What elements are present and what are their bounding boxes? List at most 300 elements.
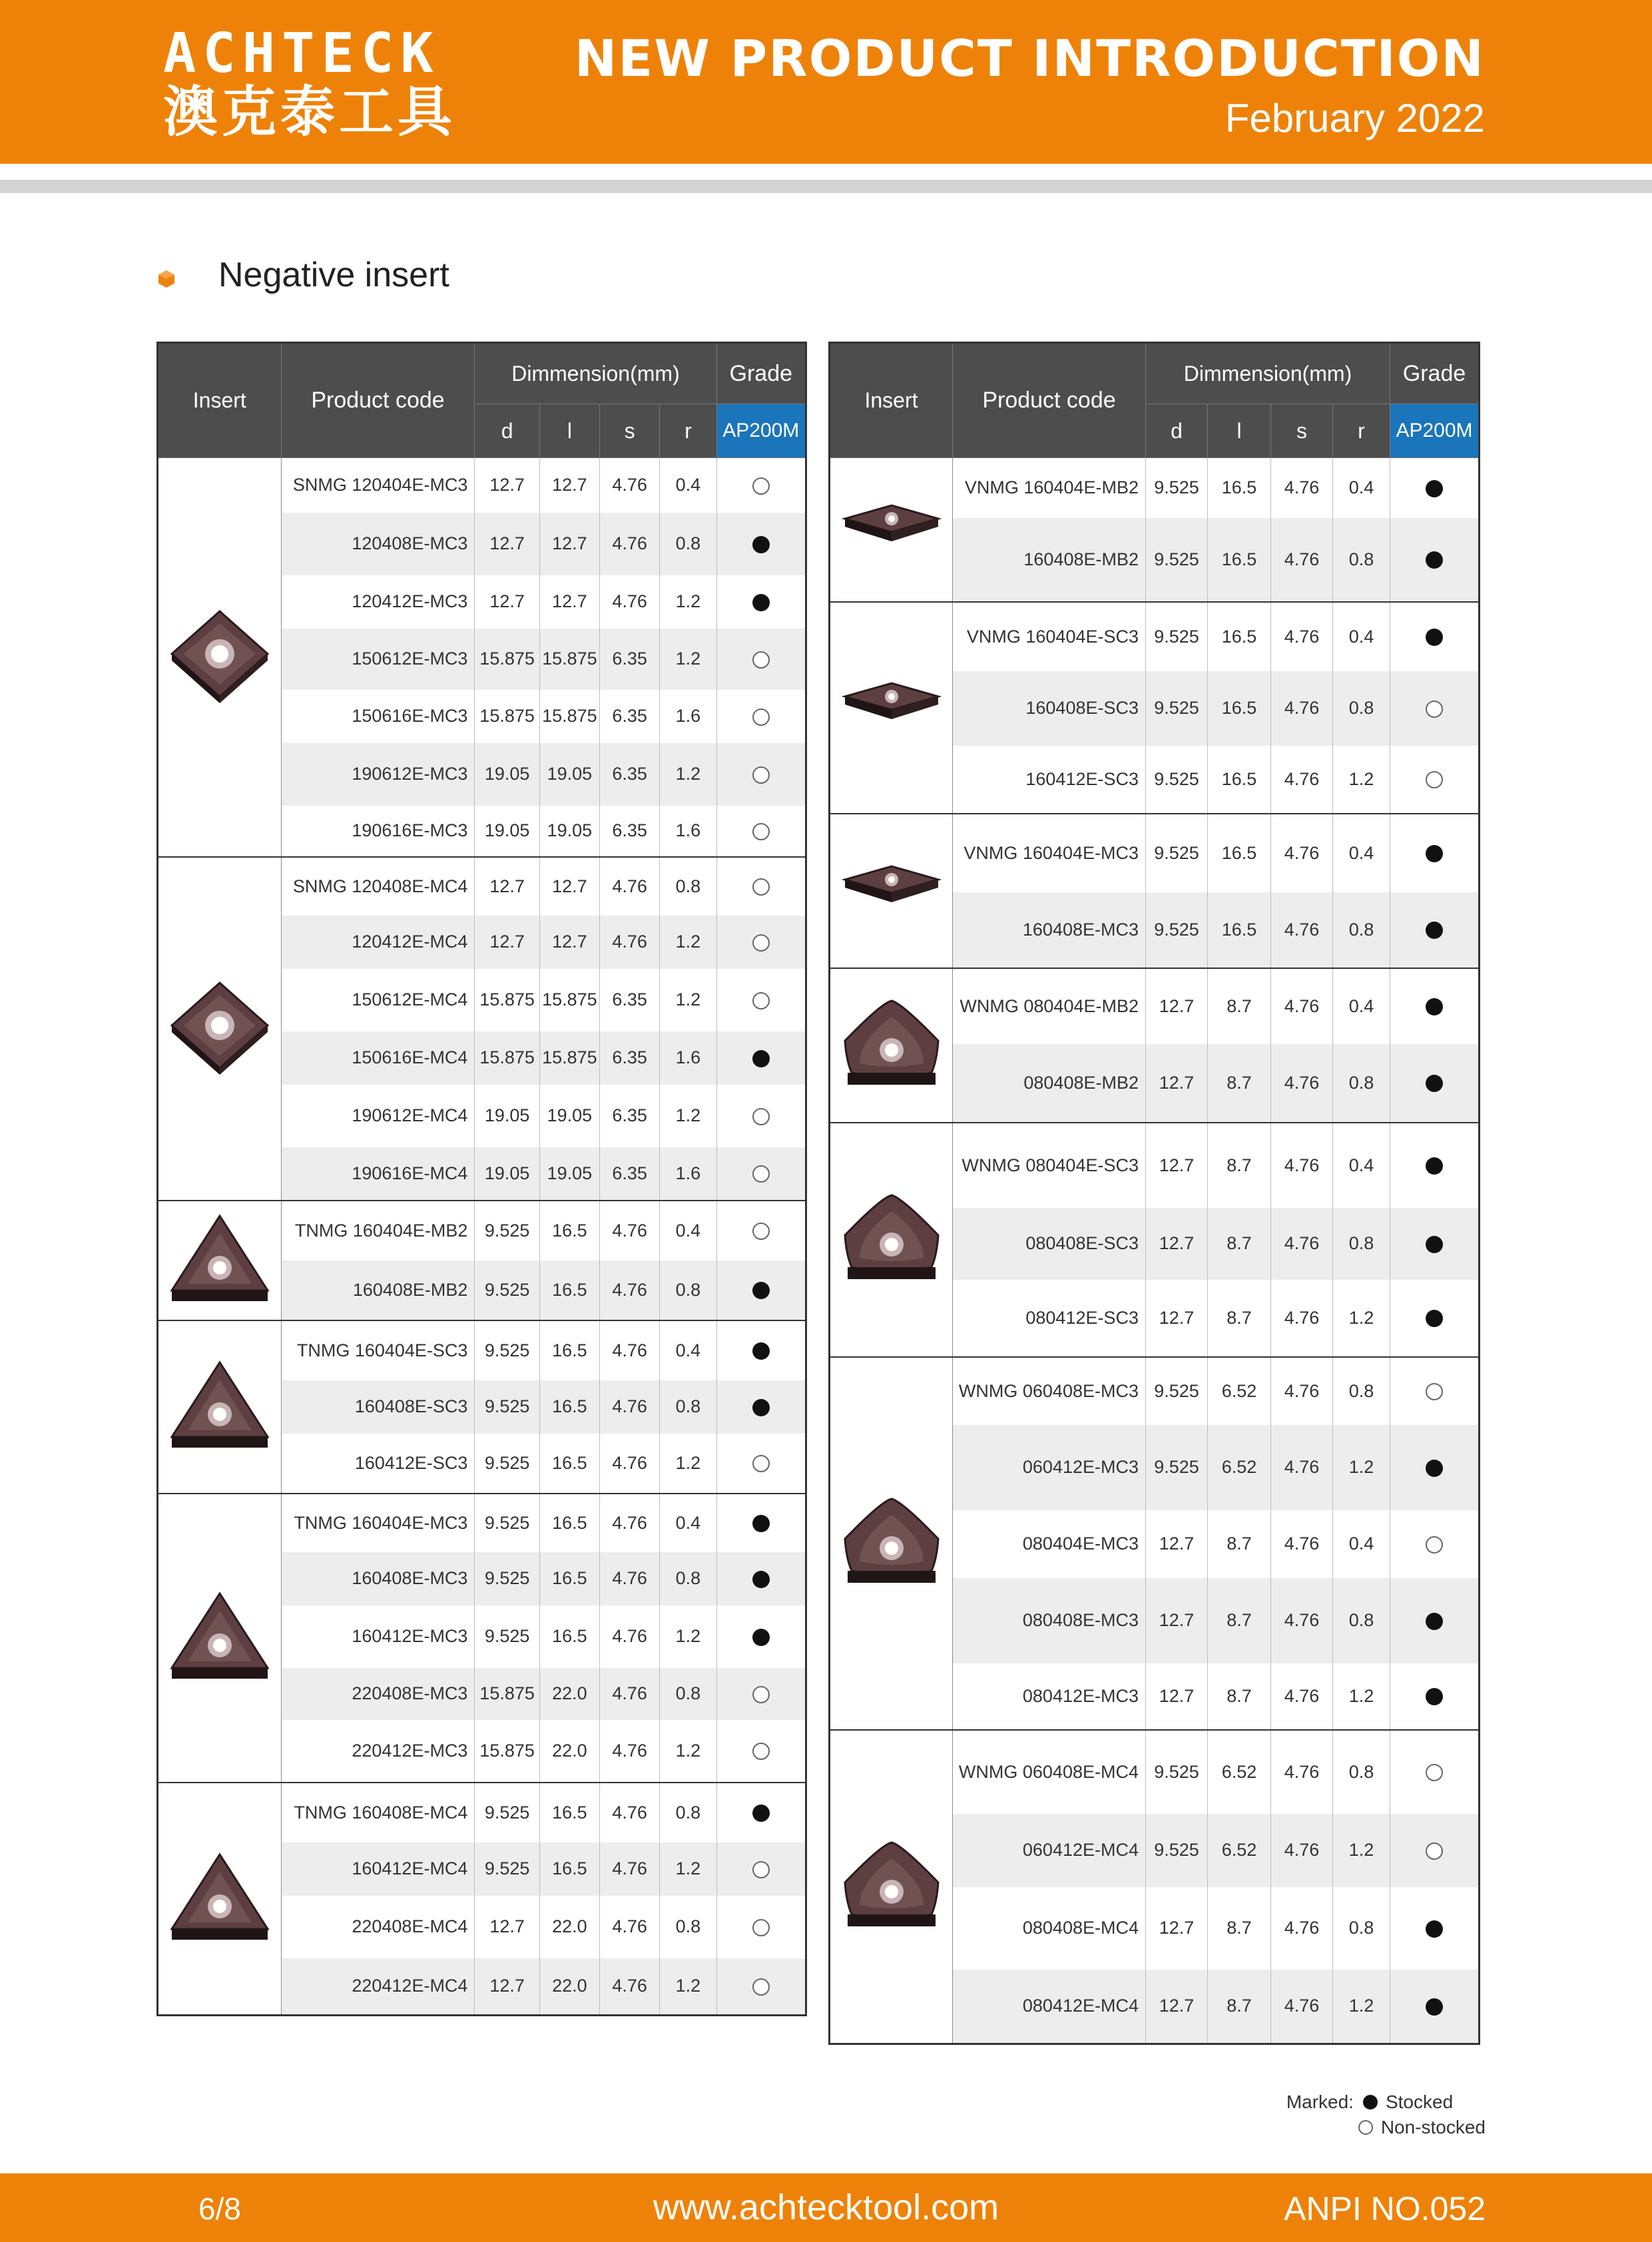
product-code-cell: 150612E-MC3	[281, 629, 475, 690]
r-cell: 0.4	[1333, 602, 1390, 671]
l-cell: 8.7	[1208, 1887, 1271, 1970]
table-row	[830, 1123, 1480, 1208]
non-stocked-circle-icon	[752, 1455, 770, 1472]
l-cell: 22.0	[539, 1720, 599, 1783]
grade-cell	[716, 575, 806, 629]
d-cell: 12.7	[1146, 1970, 1208, 2044]
s-cell: 4.76	[600, 1720, 660, 1783]
r-cell: 1.2	[1333, 1425, 1390, 1510]
product-code-cell: 160412E-SC3	[281, 1434, 475, 1494]
product-code-cell: 120408E-MC3	[281, 513, 475, 575]
insert-table-left	[156, 342, 807, 2016]
table-row	[158, 1320, 806, 1380]
d-cell: 9.525	[1146, 892, 1208, 968]
table-row	[830, 602, 1480, 671]
grade-cell	[716, 513, 806, 575]
d-cell: 15.875	[475, 969, 539, 1031]
page-title: NEW PRODUCT INTRODUCTION	[574, 29, 1485, 88]
d-cell: 12.7	[475, 458, 539, 513]
insert-column-header: Insert	[158, 343, 282, 458]
product-code-cell: 190616E-MC3	[281, 806, 475, 857]
d-cell: 12.7	[1146, 1208, 1208, 1280]
grade-cell	[1390, 1123, 1480, 1208]
r-cell: 1.2	[660, 1434, 716, 1494]
d-cell: 12.7	[1146, 1663, 1208, 1730]
r-cell: 0.4	[660, 1201, 716, 1261]
product-code-cell: SNMG 120408E-MC4	[281, 857, 475, 916]
l-cell: 8.7	[1208, 1970, 1271, 2044]
r-cell: 0.4	[660, 458, 716, 513]
d-cell: 15.875	[475, 1720, 539, 1783]
non-stocked-circle-icon	[752, 823, 770, 840]
non-stocked-circle-icon	[752, 1861, 770, 1878]
r-cell: 0.8	[1333, 671, 1390, 746]
insert-image-cell	[830, 968, 953, 1123]
s-cell: 4.76	[600, 1380, 660, 1434]
non-stocked-circle-icon	[1426, 1764, 1443, 1781]
page-number: 6/8	[198, 2191, 241, 2226]
product-code-cell: 190616E-MC4	[281, 1147, 475, 1201]
product-code-cell: 160412E-MC3	[281, 1605, 475, 1668]
grade-cell	[1390, 1357, 1480, 1425]
l-cell: 16.5	[1208, 458, 1271, 518]
non-stocked-circle-icon	[752, 1108, 770, 1125]
product-code-column-header: Product code	[953, 343, 1146, 458]
r-cell: 1.2	[1333, 1970, 1390, 2044]
square-insert-icon	[166, 606, 273, 703]
r-cell: 1.2	[660, 629, 716, 690]
triangle-insert-icon	[166, 1587, 273, 1684]
logo-chinese: 澳克泰工具	[163, 81, 457, 144]
product-code-cell: 190612E-MC4	[281, 1085, 475, 1147]
d-cell: 12.7	[475, 857, 539, 916]
s-cell: 6.35	[600, 1031, 660, 1085]
d-cell: 19.05	[475, 1147, 539, 1201]
r-cell: 1.6	[660, 690, 716, 743]
grade-cell	[1390, 746, 1480, 814]
l-cell: 12.7	[539, 458, 599, 513]
s-cell: 4.76	[1271, 1044, 1333, 1123]
product-code-cell: 080412E-MC4	[953, 1970, 1146, 2044]
s-cell: 4.76	[1271, 1970, 1333, 2044]
s-cell: 6.35	[600, 690, 660, 743]
s-cell: 4.76	[600, 1201, 660, 1261]
d-cell: 9.525	[1146, 1357, 1208, 1425]
product-code-cell: SNMG 120404E-MC3	[281, 458, 475, 513]
legend-non-stocked: Non-stocked	[1380, 2117, 1486, 2137]
grade-cell	[716, 1320, 806, 1380]
d-cell: 15.875	[475, 690, 539, 743]
dimension-column-header: Dimmension(mm)	[475, 343, 716, 404]
s-cell: 4.76	[600, 1668, 660, 1720]
stocked-dot-icon	[1426, 1998, 1443, 2016]
table-row	[830, 458, 1480, 518]
header-divider	[0, 180, 1652, 193]
s-cell: 4.76	[1271, 1510, 1333, 1578]
d-cell: 9.525	[475, 1783, 539, 1842]
r-cell: 0.4	[1333, 968, 1390, 1044]
s-cell: 4.76	[600, 513, 660, 575]
d-cell: 9.525	[1146, 518, 1208, 602]
r-cell: 0.8	[660, 1668, 716, 1720]
non-stocked-circle-icon	[752, 992, 770, 1009]
d-column-header: d	[1146, 404, 1208, 458]
r-cell: 0.8	[660, 513, 716, 575]
product-code-cell: 220408E-MC4	[281, 1896, 475, 1958]
r-cell: 0.8	[1333, 1887, 1390, 1970]
grade-cell	[716, 1668, 806, 1720]
l-cell: 16.5	[539, 1261, 599, 1320]
l-cell: 12.7	[539, 916, 599, 969]
l-cell: 22.0	[539, 1958, 599, 2016]
product-code-cell: 080408E-SC3	[953, 1208, 1146, 1280]
s-cell: 4.76	[600, 1261, 660, 1320]
s-cell: 4.76	[600, 1958, 660, 2016]
d-cell: 12.7	[1146, 1044, 1208, 1123]
product-code-cell: TNMG 160408E-MC4	[281, 1783, 475, 1842]
product-code-cell: 160408E-SC3	[281, 1380, 475, 1434]
product-code-cell: 220412E-MC3	[281, 1720, 475, 1783]
non-stocked-circle-icon	[752, 1686, 770, 1703]
r-cell: 0.4	[660, 1320, 716, 1380]
l-cell: 19.05	[539, 1147, 599, 1201]
r-cell: 0.8	[660, 857, 716, 916]
triangle-insert-icon	[166, 1848, 273, 1945]
d-cell: 12.7	[1146, 968, 1208, 1044]
s-cell: 4.76	[1271, 746, 1333, 814]
product-code-cell: 150616E-MC4	[281, 1031, 475, 1085]
stocked-dot-icon	[1426, 998, 1443, 1015]
d-column-header: d	[475, 404, 539, 458]
grade-cell	[716, 916, 806, 969]
product-code-cell: 120412E-MC3	[281, 575, 475, 629]
product-code-column-header: Product code	[281, 343, 475, 458]
grade-cell	[716, 1896, 806, 1958]
non-stocked-circle-icon	[752, 934, 770, 952]
non-stocked-circle-icon	[752, 1978, 770, 1996]
grade-cell	[716, 458, 806, 513]
d-cell: 9.525	[475, 1842, 539, 1896]
insert-image-cell	[830, 814, 953, 968]
insert-image-cell	[158, 1783, 282, 2016]
table-row	[158, 857, 806, 916]
stocked-dot-icon	[752, 1342, 770, 1360]
stocked-dot-icon	[1426, 1157, 1443, 1175]
grade-cell	[716, 1261, 806, 1320]
grade-cell	[716, 1147, 806, 1201]
stocked-dot-icon	[1426, 1613, 1443, 1630]
l-cell: 6.52	[1208, 1730, 1271, 1814]
table-row	[158, 1201, 806, 1261]
grade-cell	[1390, 814, 1480, 892]
l-cell: 15.875	[539, 969, 599, 1031]
stocked-dot-icon	[752, 1050, 770, 1067]
grade-cell	[1390, 892, 1480, 968]
product-code-cell: 160412E-MC4	[281, 1842, 475, 1896]
l-cell: 8.7	[1208, 1044, 1271, 1123]
s-cell: 4.76	[1271, 518, 1333, 602]
l-cell: 15.875	[539, 1031, 599, 1085]
d-cell: 12.7	[475, 916, 539, 969]
product-code-cell: 080412E-SC3	[953, 1280, 1146, 1357]
table-row	[158, 1783, 806, 1842]
d-cell: 15.875	[475, 1668, 539, 1720]
grade-cell	[1390, 1730, 1480, 1814]
r-cell: 0.8	[1333, 1578, 1390, 1663]
d-cell: 9.525	[1146, 1730, 1208, 1814]
stocked-dot-icon	[752, 1399, 770, 1416]
stocked-dot-icon	[1426, 629, 1443, 646]
stocked-dot-icon	[1426, 1075, 1443, 1092]
d-cell: 19.05	[475, 806, 539, 857]
s-cell: 4.76	[1271, 1425, 1333, 1510]
l-cell: 16.5	[539, 1494, 599, 1552]
grade-cell	[1390, 1208, 1480, 1280]
insert-image-cell	[158, 857, 282, 1201]
product-code-cell: 160408E-MB2	[953, 518, 1146, 602]
l-cell: 8.7	[1208, 968, 1271, 1044]
table-row	[158, 458, 806, 513]
trigon-insert-icon	[838, 1189, 945, 1286]
d-cell: 9.525	[1146, 1425, 1208, 1510]
legend-stocked: Stocked	[1385, 2092, 1454, 2112]
l-cell: 16.5	[539, 1552, 599, 1605]
s-cell: 4.76	[1271, 1814, 1333, 1887]
product-code-cell: 220408E-MC3	[281, 1668, 475, 1720]
s-cell: 6.35	[600, 629, 660, 690]
non-stocked-circle-icon	[1358, 2120, 1373, 2135]
grade-name-header: AP200M	[716, 404, 806, 458]
l-cell: 6.52	[1208, 1357, 1271, 1425]
d-cell: 12.7	[475, 1896, 539, 1958]
l-cell: 15.875	[539, 629, 599, 690]
s-cell: 4.76	[600, 1320, 660, 1380]
insert-image-cell	[830, 1123, 953, 1357]
product-code-cell: 160408E-SC3	[953, 671, 1146, 746]
stocked-dot-icon	[1426, 845, 1443, 862]
stocked-dot-icon	[1426, 922, 1443, 939]
s-cell: 4.76	[1271, 602, 1333, 671]
s-cell: 4.76	[600, 916, 660, 969]
grade-cell	[1390, 602, 1480, 671]
table-row	[830, 1730, 1480, 1814]
stocked-dot-icon	[752, 1629, 770, 1646]
s-cell: 4.76	[1271, 1208, 1333, 1280]
product-code-cell: TNMG 160404E-MC3	[281, 1494, 475, 1552]
section-bullet-icon	[158, 270, 174, 288]
r-cell: 1.2	[1333, 1814, 1390, 1887]
table-row	[830, 968, 1480, 1044]
grade-cell	[716, 690, 806, 743]
d-cell: 12.7	[1146, 1123, 1208, 1208]
table-header-row	[830, 343, 1480, 404]
l-cell: 16.5	[1208, 892, 1271, 968]
grade-cell	[1390, 458, 1480, 518]
stocked-dot-icon	[1426, 1920, 1443, 1938]
s-cell: 4.76	[1271, 968, 1333, 1044]
s-cell: 4.76	[600, 1434, 660, 1494]
l-cell: 8.7	[1208, 1208, 1271, 1280]
triangle-insert-icon	[166, 1209, 273, 1306]
grade-column-header: Grade	[716, 343, 806, 404]
issue-date: February 2022	[1225, 96, 1485, 140]
stocked-dot-icon	[752, 1515, 770, 1532]
d-cell: 9.525	[475, 1434, 539, 1494]
s-cell: 4.76	[600, 1605, 660, 1668]
d-cell: 12.7	[1146, 1510, 1208, 1578]
l-cell: 19.05	[539, 743, 599, 806]
grade-cell	[1390, 1887, 1480, 1970]
product-code-cell: 160408E-MC3	[953, 892, 1146, 968]
r-cell: 0.8	[1333, 518, 1390, 602]
non-stocked-circle-icon	[752, 1165, 770, 1183]
r-cell: 0.4	[1333, 1510, 1390, 1578]
l-cell: 16.5	[539, 1605, 599, 1668]
s-cell: 4.76	[600, 1552, 660, 1605]
product-code-cell: WNMG 080404E-SC3	[953, 1123, 1146, 1208]
non-stocked-circle-icon	[752, 477, 770, 495]
grade-cell	[1390, 1280, 1480, 1357]
r-cell: 0.4	[1333, 458, 1390, 518]
non-stocked-circle-icon	[1426, 1536, 1443, 1553]
product-code-cell: 160408E-MC3	[281, 1552, 475, 1605]
product-code-cell: WNMG 080404E-MB2	[953, 968, 1146, 1044]
d-cell: 9.525	[1146, 746, 1208, 814]
s-cell: 4.76	[1271, 1578, 1333, 1663]
d-cell: 9.525	[475, 1201, 539, 1261]
dimension-column-header: Dimmension(mm)	[1146, 343, 1390, 404]
d-cell: 9.525	[475, 1320, 539, 1380]
l-column-header: l	[1208, 404, 1271, 458]
l-cell: 16.5	[539, 1201, 599, 1261]
l-cell: 16.5	[1208, 746, 1271, 814]
product-code-cell: 080408E-MC4	[953, 1887, 1146, 1970]
table-header-row	[158, 343, 806, 404]
r-cell: 0.8	[1333, 1730, 1390, 1814]
stocked-dot-icon	[752, 536, 770, 553]
s-cell: 4.76	[600, 458, 660, 513]
grade-cell	[1390, 1578, 1480, 1663]
stocked-dot-icon	[1426, 1236, 1443, 1253]
l-cell: 15.875	[539, 690, 599, 743]
l-cell: 19.05	[539, 806, 599, 857]
grade-cell	[1390, 1510, 1480, 1578]
grade-cell	[716, 1552, 806, 1605]
product-code-cell: TNMG 160404E-SC3	[281, 1320, 475, 1380]
stocked-dot-icon	[1426, 1688, 1443, 1705]
product-code-cell: 220412E-MC4	[281, 1958, 475, 2016]
grade-cell	[716, 1031, 806, 1085]
website-link[interactable]: www.achtecktool.com	[653, 2187, 999, 2227]
grade-cell	[1390, 1663, 1480, 1730]
non-stocked-circle-icon	[1426, 1842, 1443, 1860]
product-code-cell: 150616E-MC3	[281, 690, 475, 743]
l-cell: 22.0	[539, 1896, 599, 1958]
d-cell: 19.05	[475, 1085, 539, 1147]
product-code-cell: 120412E-MC4	[281, 916, 475, 969]
s-cell: 4.76	[1271, 458, 1333, 518]
l-cell: 16.5	[1208, 671, 1271, 746]
triangle-insert-icon	[166, 1356, 273, 1453]
r-cell: 1.2	[660, 916, 716, 969]
insert-image-cell	[830, 458, 953, 602]
grade-cell	[716, 629, 806, 690]
l-cell: 12.7	[539, 575, 599, 629]
l-cell: 16.5	[539, 1380, 599, 1434]
s-cell: 4.76	[600, 1783, 660, 1842]
non-stocked-circle-icon	[1426, 701, 1443, 718]
insert-image-cell	[158, 1320, 282, 1494]
l-cell: 19.05	[539, 1085, 599, 1147]
s-cell: 4.76	[600, 575, 660, 629]
l-cell: 22.0	[539, 1668, 599, 1720]
grade-cell	[716, 1783, 806, 1842]
product-code-cell: VNMG 160404E-MC3	[953, 814, 1146, 892]
r-cell: 0.4	[660, 1494, 716, 1552]
non-stocked-circle-icon	[752, 651, 770, 669]
l-cell: 16.5	[539, 1320, 599, 1380]
l-cell: 16.5	[1208, 814, 1271, 892]
s-cell: 6.35	[600, 1085, 660, 1147]
stocked-dot-icon	[1426, 1460, 1443, 1477]
s-cell: 6.35	[600, 806, 660, 857]
d-cell: 9.525	[1146, 458, 1208, 518]
d-cell: 9.525	[1146, 1814, 1208, 1887]
l-cell: 8.7	[1208, 1663, 1271, 1730]
r-cell: 1.2	[660, 1842, 716, 1896]
grade-cell	[716, 1380, 806, 1434]
r-column-header: r	[1333, 404, 1390, 458]
l-cell: 6.52	[1208, 1814, 1271, 1887]
insert-table-right	[828, 342, 1480, 2045]
square-insert-icon	[166, 978, 273, 1075]
grade-cell	[716, 1842, 806, 1896]
trigon-insert-icon	[838, 1492, 945, 1589]
d-cell: 12.7	[475, 513, 539, 575]
s-cell: 4.76	[1271, 1663, 1333, 1730]
r-column-header: r	[660, 404, 716, 458]
grade-cell	[716, 1494, 806, 1552]
stocked-dot-icon	[752, 594, 770, 611]
r-cell: 0.8	[1333, 892, 1390, 968]
product-code-cell: VNMG 160404E-SC3	[953, 602, 1146, 671]
insert-image-cell	[158, 1201, 282, 1320]
s-cell: 6.35	[600, 1147, 660, 1201]
product-code-cell: WNMG 060408E-MC4	[953, 1730, 1146, 1814]
product-code-cell: 080412E-MC3	[953, 1663, 1146, 1730]
r-cell: 1.2	[1333, 1663, 1390, 1730]
l-cell: 8.7	[1208, 1280, 1271, 1357]
grade-cell	[716, 1085, 806, 1147]
l-cell: 16.5	[1208, 518, 1271, 602]
r-cell: 1.2	[660, 969, 716, 1031]
grade-cell	[1390, 1044, 1480, 1123]
non-stocked-circle-icon	[752, 1919, 770, 1936]
d-cell: 12.7	[1146, 1578, 1208, 1663]
l-column-header: l	[539, 404, 599, 458]
stocked-dot-icon	[1426, 480, 1443, 497]
l-cell: 8.7	[1208, 1578, 1271, 1663]
non-stocked-circle-icon	[1426, 771, 1443, 788]
r-cell: 1.2	[660, 743, 716, 806]
section-title: Negative insert	[218, 256, 449, 294]
product-code-cell: 160412E-SC3	[953, 746, 1146, 814]
l-cell: 8.7	[1208, 1123, 1271, 1208]
grade-cell	[1390, 1814, 1480, 1887]
stocked-dot-icon	[752, 1282, 770, 1299]
r-cell: 0.8	[660, 1261, 716, 1320]
grade-cell	[716, 1201, 806, 1261]
